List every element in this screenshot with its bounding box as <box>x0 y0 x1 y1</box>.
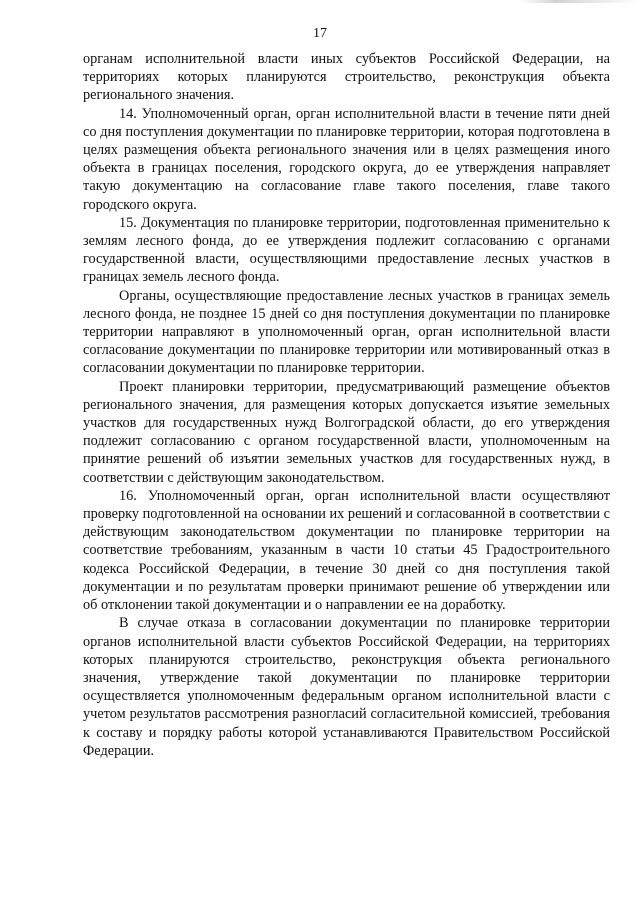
paragraph-clause-15: 15. Документация по планировке территории, подготовленная применительно к землям лесного фонда, до ее утверждения подлежит согласованию с органами государственной власти, осуществляющими предоставление лесных участков в границах земель лесного фонда. <box>83 214 610 286</box>
scan-artifact <box>520 0 640 3</box>
paragraph-refusal-case: В случае отказа в согласовании документации по планировке территории органов исполнительной власти субъектов Российской Федерации, на территориях которых планируются строительство, реконструкция объекта регионального значения, утверждение такой документации по планировке территории осуществляется уполномоченным федеральным органом исполнительной власти с учетом результатов рассмотрения разногласий согласительной комиссией, требования к составу и порядку работы которой устанавливаются Правительством Российской Федерации. <box>83 615 610 759</box>
page-number: 17 <box>313 26 327 41</box>
document-body <box>83 50 610 760</box>
paragraph-clause-14: 14. Уполномоченный орган, орган исполнительной власти в течение пяти дней со дня поступления документации по планировке территории, которая подготовлена в целях размещения объекта регионального значения или в целях размещения иного объекта в границах поселения, городского округа, до ее утверждения направляет такую документацию на согласование главе такого поселения, главе такого городского округа. <box>83 105 610 213</box>
paragraph-planning-project: Проект планировки территории, предусматривающий размещение объектов регионального значения, для размещения которых допускается изъятие земельных участков для государственных нужд Волгоградской области, до его утверждения подлежит согласованию с органом государственной власти, уполномоченным на принятие решений об изъятии земельных участков для государственных нужд, в соответствии с действующим законодательством. <box>83 378 610 486</box>
paragraph-continuation: органам исполнительной власти иных субъектов Российской Федерации, на территориях которых планируются строительство, реконструкция объекта регионального значения. <box>83 51 610 104</box>
paragraph-forest-authorities: Органы, осуществляющие предоставление лесных участков в границах земель лесного фонда, не позднее 15 дней со дня поступления документации по планировке территории направляют в уполномоченный орган, орган исполнительной власти согласование документации по планировке территории или мотивированный отказ в согласовании документации по планировке территории. <box>83 287 610 377</box>
paragraph-clause-16: 16. Уполномоченный орган, орган исполнительной власти осуществляют проверку подготовленной на основании их решений и согласованной в соответствии с действующим законодательством документации по планировке территории на соответствие требованиям, указанным в части 10 статьи 45 Градостроительного кодекса Российской Федерации, в течение 30 дней со дня поступления такой документации и по результатам проверки принимают решение об утверждении или об отклонении такой документации и о направлении ее на доработку. <box>83 487 610 614</box>
